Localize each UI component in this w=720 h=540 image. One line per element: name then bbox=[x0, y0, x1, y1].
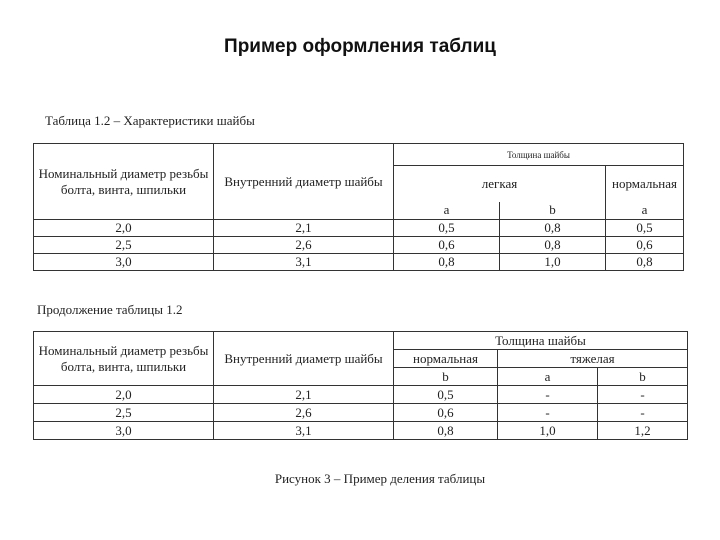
cell: 1,0 bbox=[500, 254, 606, 271]
table-washer-characteristics bbox=[33, 143, 684, 271]
cell: 2,5 bbox=[34, 404, 214, 422]
table-row bbox=[34, 422, 688, 440]
cell: 0,5 bbox=[394, 386, 498, 404]
cell: 2,1 bbox=[214, 220, 394, 237]
cell: 2,0 bbox=[34, 220, 214, 237]
table2-caption: Продолжение таблицы 1.2 bbox=[37, 302, 183, 317]
header-normal: нормальная bbox=[394, 350, 498, 368]
cell: 3,0 bbox=[34, 422, 214, 440]
header-inner-diameter: Внутренний диаметр шайбы bbox=[214, 144, 394, 220]
header-heavy: тяжелая bbox=[498, 350, 688, 368]
table-row bbox=[34, 404, 688, 422]
page-title: Пример оформления таблиц bbox=[224, 36, 496, 57]
header-light: легкая bbox=[394, 166, 606, 202]
cell: - bbox=[498, 404, 598, 422]
table-row bbox=[34, 386, 688, 404]
cell: 0,8 bbox=[606, 254, 684, 271]
cell: 0,6 bbox=[394, 237, 500, 254]
cell: 0,8 bbox=[394, 254, 500, 271]
cell: 3,1 bbox=[214, 254, 394, 271]
cell: 2,1 bbox=[214, 386, 394, 404]
cell: 2,6 bbox=[214, 404, 394, 422]
table-washer-continuation bbox=[33, 331, 688, 440]
cell: 0,8 bbox=[500, 237, 606, 254]
cell: 2,5 bbox=[34, 237, 214, 254]
header-inner-diameter: Внутренний диаметр шайбы bbox=[214, 332, 394, 386]
subheader-b: b bbox=[500, 202, 606, 220]
cell: - bbox=[598, 404, 688, 422]
cell: 0,6 bbox=[394, 404, 498, 422]
cell: 3,0 bbox=[34, 254, 214, 271]
table-row bbox=[34, 220, 684, 237]
header-nominal-diameter: Номинальный диаметр резьбы болта, винта, шпильки bbox=[34, 332, 214, 386]
subheader-a-normal: a bbox=[606, 202, 684, 220]
header-normal: нормальная bbox=[606, 166, 684, 202]
cell: 2,6 bbox=[214, 237, 394, 254]
cell: 1,0 bbox=[498, 422, 598, 440]
cell: 1,2 bbox=[598, 422, 688, 440]
header-thickness: Толщина шайбы bbox=[394, 144, 684, 166]
table-row bbox=[34, 237, 684, 254]
header-thickness: Толщина шайбы bbox=[394, 332, 688, 350]
cell: 0,8 bbox=[394, 422, 498, 440]
subheader-a: a bbox=[498, 368, 598, 386]
cell: 3,1 bbox=[214, 422, 394, 440]
cell: 0,8 bbox=[500, 220, 606, 237]
cell: 0,5 bbox=[394, 220, 500, 237]
cell: - bbox=[598, 386, 688, 404]
cell: 0,5 bbox=[606, 220, 684, 237]
cell: 0,6 bbox=[606, 237, 684, 254]
figure-caption: Рисунок 3 – Пример деления таблицы bbox=[274, 471, 486, 486]
subheader-a: a bbox=[394, 202, 500, 220]
cell: 2,0 bbox=[34, 386, 214, 404]
table1-caption: Таблица 1.2 – Характеристики шайбы bbox=[45, 113, 255, 128]
subheader-b: b bbox=[394, 368, 498, 386]
table-row bbox=[34, 254, 684, 271]
header-nominal-diameter: Номинальный диаметр резьбы болта, винта, шпильки bbox=[34, 144, 214, 220]
subheader-b-heavy: b bbox=[598, 368, 688, 386]
cell: - bbox=[498, 386, 598, 404]
